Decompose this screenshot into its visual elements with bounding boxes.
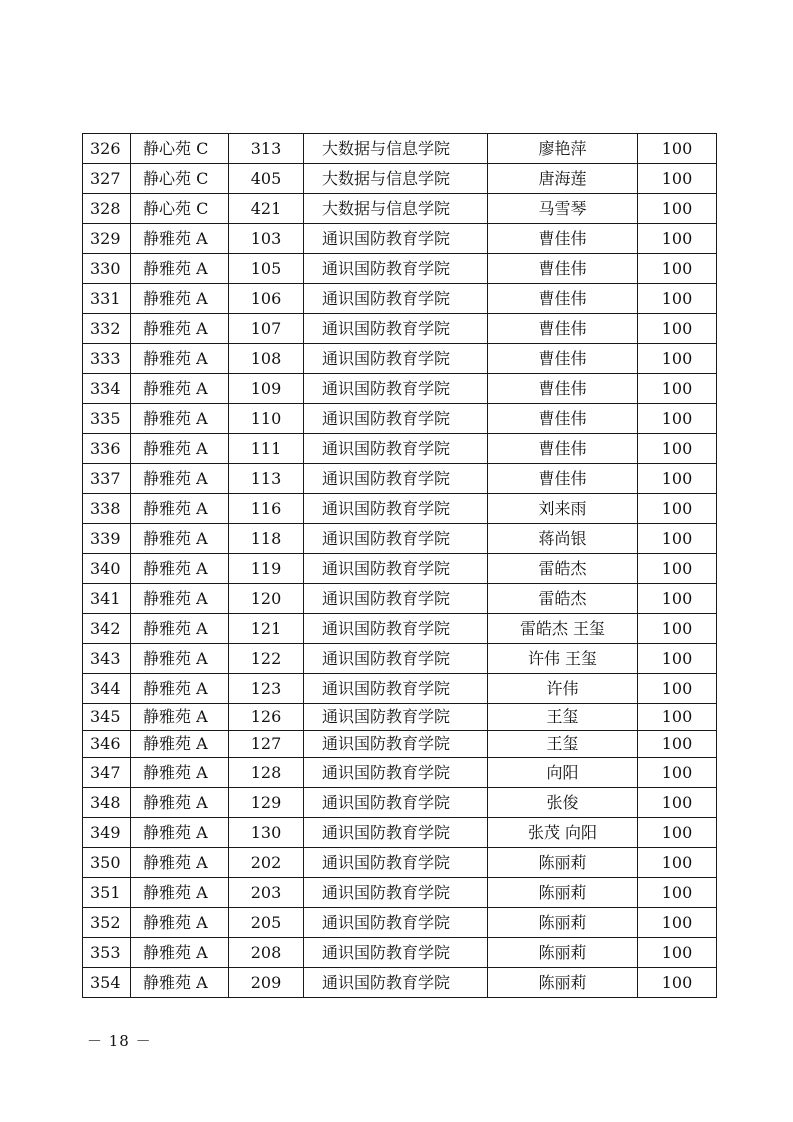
score-cell: 100 [638,554,717,584]
row-number-cell: 335 [83,404,131,434]
college-cell: 通识国防教育学院 [304,758,488,788]
inspector-name-cell: 蒋尚银 [488,524,638,554]
table-row [83,194,717,224]
score-cell: 100 [638,134,717,164]
room-number-cell: 129 [229,788,304,818]
table-row [83,644,717,674]
row-number-cell: 327 [83,164,131,194]
building-cell: 静雅苑 A [131,254,229,284]
inspector-name-cell: 刘来雨 [488,494,638,524]
building-cell: 静雅苑 A [131,614,229,644]
inspector-name-cell: 马雪琴 [488,194,638,224]
inspector-name-cell: 曹佳伟 [488,374,638,404]
room-number-cell: 202 [229,848,304,878]
room-number-cell: 127 [229,731,304,758]
room-number-cell: 128 [229,758,304,788]
score-cell: 100 [638,404,717,434]
inspector-name-cell: 曹佳伟 [488,224,638,254]
row-number-cell: 345 [83,704,131,731]
inspector-name-cell: 曹佳伟 [488,344,638,374]
room-number-cell: 405 [229,164,304,194]
building-cell: 静雅苑 A [131,788,229,818]
table-row [83,524,717,554]
score-cell: 100 [638,614,717,644]
room-number-cell: 119 [229,554,304,584]
table-row [83,938,717,968]
inspector-name-cell: 陈丽莉 [488,938,638,968]
row-number-cell: 344 [83,674,131,704]
building-cell: 静雅苑 A [131,704,229,731]
college-cell: 大数据与信息学院 [304,194,488,224]
table-row [83,284,717,314]
table-row [83,614,717,644]
row-number-cell: 351 [83,878,131,908]
row-number-cell: 353 [83,938,131,968]
room-number-cell: 121 [229,614,304,644]
college-cell: 通识国防教育学院 [304,788,488,818]
row-number-cell: 339 [83,524,131,554]
inspector-name-cell: 向阳 [488,758,638,788]
building-cell: 静雅苑 A [131,284,229,314]
building-cell: 静雅苑 A [131,968,229,998]
score-cell: 100 [638,434,717,464]
row-number-cell: 328 [83,194,131,224]
row-number-cell: 337 [83,464,131,494]
building-cell: 静心苑 C [131,164,229,194]
college-cell: 通识国防教育学院 [304,404,488,434]
college-cell: 通识国防教育学院 [304,554,488,584]
table-row [83,344,717,374]
college-cell: 通识国防教育学院 [304,494,488,524]
room-number-cell: 126 [229,704,304,731]
row-number-cell: 343 [83,644,131,674]
building-cell: 静雅苑 A [131,674,229,704]
score-cell: 100 [638,878,717,908]
score-cell: 100 [638,164,717,194]
score-cell: 100 [638,374,717,404]
inspector-name-cell: 许伟 [488,674,638,704]
score-cell: 100 [638,818,717,848]
college-cell: 通识国防教育学院 [304,314,488,344]
building-cell: 静雅苑 A [131,644,229,674]
table-row [83,968,717,998]
table-row [83,818,717,848]
table-row [83,758,717,788]
room-number-cell: 105 [229,254,304,284]
score-cell: 100 [638,674,717,704]
building-cell: 静雅苑 A [131,908,229,938]
table-row [83,404,717,434]
college-cell: 通识国防教育学院 [304,374,488,404]
building-cell: 静雅苑 A [131,374,229,404]
room-number-cell: 209 [229,968,304,998]
score-cell: 100 [638,524,717,554]
inspector-name-cell: 曹佳伟 [488,434,638,464]
college-cell: 通识国防教育学院 [304,878,488,908]
inspector-name-cell: 唐海莲 [488,164,638,194]
inspector-name-cell: 陈丽莉 [488,968,638,998]
score-cell: 100 [638,254,717,284]
building-cell: 静雅苑 A [131,524,229,554]
inspector-name-cell: 曹佳伟 [488,464,638,494]
score-cell: 100 [638,344,717,374]
inspector-name-cell: 曹佳伟 [488,284,638,314]
college-cell: 通识国防教育学院 [304,674,488,704]
college-cell: 通识国防教育学院 [304,818,488,848]
score-cell: 100 [638,644,717,674]
table-row [83,134,717,164]
inspector-name-cell: 廖艳萍 [488,134,638,164]
row-number-cell: 329 [83,224,131,254]
room-number-cell: 110 [229,404,304,434]
college-cell: 通识国防教育学院 [304,434,488,464]
row-number-cell: 354 [83,968,131,998]
score-cell: 100 [638,284,717,314]
room-number-cell: 208 [229,938,304,968]
inspector-name-cell: 张茂 向阳 [488,818,638,848]
building-cell: 静雅苑 A [131,314,229,344]
table-row [83,878,717,908]
building-cell: 静心苑 C [131,134,229,164]
inspector-name-cell: 曹佳伟 [488,254,638,284]
building-cell: 静雅苑 A [131,731,229,758]
row-number-cell: 330 [83,254,131,284]
college-cell: 通识国防教育学院 [304,254,488,284]
room-number-cell: 113 [229,464,304,494]
room-number-cell: 116 [229,494,304,524]
row-number-cell: 342 [83,614,131,644]
building-cell: 静雅苑 A [131,344,229,374]
score-cell: 100 [638,848,717,878]
college-cell: 大数据与信息学院 [304,164,488,194]
row-number-cell: 350 [83,848,131,878]
building-cell: 静雅苑 A [131,818,229,848]
inspector-name-cell: 曹佳伟 [488,314,638,344]
inspector-name-cell: 雷皓杰 [488,554,638,584]
score-cell: 100 [638,224,717,254]
table-row [83,434,717,464]
inspector-name-cell: 王玺 [488,731,638,758]
college-cell: 大数据与信息学院 [304,134,488,164]
building-cell: 静雅苑 A [131,464,229,494]
college-cell: 通识国防教育学院 [304,908,488,938]
room-number-cell: 313 [229,134,304,164]
inspector-name-cell: 雷皓杰 [488,584,638,614]
table-row [83,674,717,704]
score-cell: 100 [638,704,717,731]
row-number-cell: 326 [83,134,131,164]
building-cell: 静雅苑 A [131,938,229,968]
table-row [83,704,717,731]
inspector-name-cell: 王玺 [488,704,638,731]
row-number-cell: 331 [83,284,131,314]
room-number-cell: 109 [229,374,304,404]
row-number-cell: 348 [83,788,131,818]
room-number-cell: 107 [229,314,304,344]
score-cell: 100 [638,464,717,494]
room-number-cell: 203 [229,878,304,908]
room-number-cell: 103 [229,224,304,254]
room-number-cell: 106 [229,284,304,314]
dormitory-score-table [82,133,717,998]
building-cell: 静雅苑 A [131,494,229,524]
college-cell: 通识国防教育学院 [304,464,488,494]
inspector-name-cell: 张俊 [488,788,638,818]
score-cell: 100 [638,494,717,524]
building-cell: 静心苑 C [131,194,229,224]
room-number-cell: 130 [229,818,304,848]
row-number-cell: 346 [83,731,131,758]
college-cell: 通识国防教育学院 [304,968,488,998]
college-cell: 通识国防教育学院 [304,524,488,554]
table-body [83,134,717,998]
score-cell: 100 [638,908,717,938]
building-cell: 静雅苑 A [131,434,229,464]
score-cell: 100 [638,731,717,758]
table-row [83,314,717,344]
table-row [83,731,717,758]
college-cell: 通识国防教育学院 [304,614,488,644]
score-cell: 100 [638,788,717,818]
college-cell: 通识国防教育学院 [304,224,488,254]
building-cell: 静雅苑 A [131,848,229,878]
college-cell: 通识国防教育学院 [304,644,488,674]
room-number-cell: 118 [229,524,304,554]
inspector-name-cell: 雷皓杰 王玺 [488,614,638,644]
room-number-cell: 108 [229,344,304,374]
college-cell: 通识国防教育学院 [304,704,488,731]
building-cell: 静雅苑 A [131,758,229,788]
table-row [83,788,717,818]
building-cell: 静雅苑 A [131,404,229,434]
score-cell: 100 [638,194,717,224]
score-cell: 100 [638,968,717,998]
inspector-name-cell: 陈丽莉 [488,908,638,938]
table-row [83,464,717,494]
table-row [83,554,717,584]
row-number-cell: 340 [83,554,131,584]
table-row [83,224,717,254]
building-cell: 静雅苑 A [131,584,229,614]
row-number-cell: 333 [83,344,131,374]
row-number-cell: 347 [83,758,131,788]
inspector-name-cell: 曹佳伟 [488,404,638,434]
inspector-name-cell: 陈丽莉 [488,878,638,908]
inspector-name-cell: 陈丽莉 [488,848,638,878]
table-row [83,848,717,878]
room-number-cell: 123 [229,674,304,704]
building-cell: 静雅苑 A [131,878,229,908]
college-cell: 通识国防教育学院 [304,344,488,374]
table-row [83,254,717,284]
building-cell: 静雅苑 A [131,224,229,254]
table-row [83,584,717,614]
inspector-name-cell: 许伟 王玺 [488,644,638,674]
room-number-cell: 120 [229,584,304,614]
room-number-cell: 111 [229,434,304,464]
row-number-cell: 349 [83,818,131,848]
table-row [83,374,717,404]
table-row [83,164,717,194]
college-cell: 通识国防教育学院 [304,584,488,614]
college-cell: 通识国防教育学院 [304,848,488,878]
score-cell: 100 [638,314,717,344]
row-number-cell: 334 [83,374,131,404]
row-number-cell: 332 [83,314,131,344]
row-number-cell: 336 [83,434,131,464]
score-cell: 100 [638,584,717,614]
table-row [83,908,717,938]
row-number-cell: 341 [83,584,131,614]
row-number-cell: 338 [83,494,131,524]
table-row [83,494,717,524]
page-number: － 18 － [87,1032,152,1050]
college-cell: 通识国防教育学院 [304,731,488,758]
room-number-cell: 421 [229,194,304,224]
room-number-cell: 205 [229,908,304,938]
row-number-cell: 352 [83,908,131,938]
building-cell: 静雅苑 A [131,554,229,584]
college-cell: 通识国防教育学院 [304,284,488,314]
score-cell: 100 [638,758,717,788]
room-number-cell: 122 [229,644,304,674]
score-cell: 100 [638,938,717,968]
college-cell: 通识国防教育学院 [304,938,488,968]
